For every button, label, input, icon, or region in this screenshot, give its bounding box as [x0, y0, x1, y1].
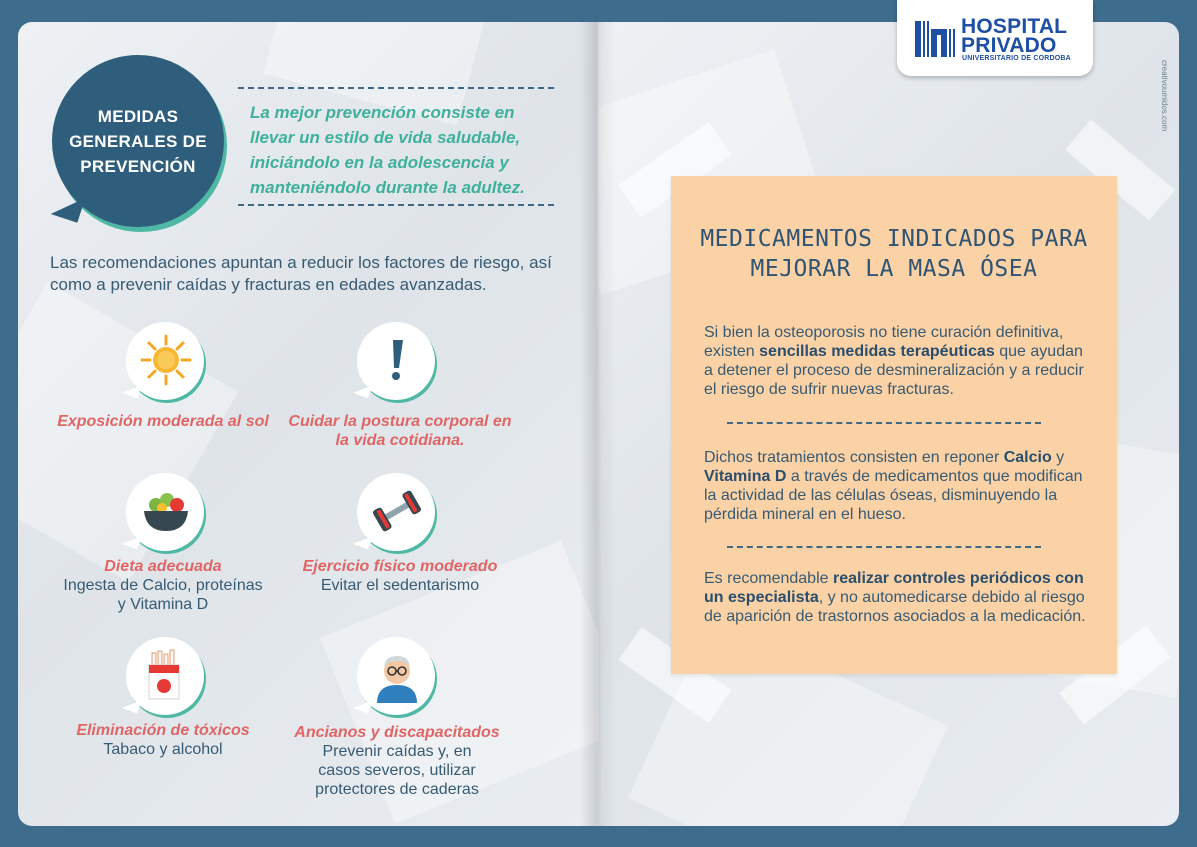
- lead-text: Las recomendaciones apuntan a reducir los factores de riesgo, así como a prevenir caídas y fracturas en edades avanzadas.: [50, 253, 552, 294]
- toxics-bubble: [126, 637, 204, 715]
- designer-credit: creativoumidos.com: [1160, 60, 1169, 132]
- logo-line1: HOSPITAL: [961, 15, 1068, 38]
- item-title: Ejercicio físico moderado: [302, 558, 498, 575]
- exercise-bubble: [357, 473, 435, 551]
- note-paragraph-2: Dichos tratamientos consisten en reponer Calcio y Vitamina D a través de medicamentos que modifican la actividad de las células óseas, disminuyendo la pérdida mineral en el hueso.: [704, 449, 1083, 523]
- dumbbell-icon: [369, 483, 425, 539]
- posture-bubble: [357, 322, 435, 400]
- item-desc: Prevenir caídas y, en casos severos, utilizar protectores de caderas: [315, 743, 479, 798]
- item-title: Cuidar la postura corporal en la vida cotidiana.: [288, 413, 512, 449]
- exclamation-icon: [369, 332, 425, 388]
- item-sun-exposure: [43, 412, 283, 431]
- item-title: Ancianos y discapacitados: [294, 724, 500, 741]
- note-divider-1: [727, 422, 1041, 424]
- hospital-logo: [897, 0, 1093, 76]
- medication-note: [671, 176, 1117, 674]
- logo-line2: PRIVADO: [961, 34, 1057, 57]
- diet-bubble: [126, 473, 204, 551]
- intro-text: La mejor prevención consiste en llevar un estilo de vida saludable, iniciándolo en la adolescencia y manteniéndolo durante la adultez.: [250, 103, 525, 197]
- salad-bowl-icon: [138, 483, 194, 539]
- item-desc: Ingesta de Calcio, proteínas y Vitamina D: [63, 577, 263, 613]
- item-exercise: [280, 557, 520, 595]
- cigarettes-icon: [138, 647, 194, 703]
- sun-bubble: [126, 322, 204, 400]
- sun-icon: [138, 332, 194, 388]
- item-desc: Tabaco y alcohol: [103, 741, 223, 758]
- intro-top-divider: [238, 87, 554, 89]
- note-divider-2: [727, 546, 1041, 548]
- item-title: Exposición moderada al sol: [57, 413, 269, 430]
- item-title: Dieta adecuada: [104, 558, 222, 575]
- item-diet: [43, 557, 283, 614]
- hp-logo-icon: [915, 19, 957, 59]
- elderly-bubble: [357, 637, 435, 715]
- item-posture: [280, 412, 520, 450]
- note-paragraph-3: Es recomendable realizar controles periódicos con un especialista, y no automedicarse debido al riesgo de aparición de trastornos asociados a la medicación.: [704, 570, 1086, 625]
- page-title: MEDIDAS GENERALES DE PREVENCIÓN: [69, 106, 207, 176]
- item-desc: Evitar el sedentarismo: [320, 577, 480, 594]
- elderly-person-icon: [369, 647, 425, 703]
- note-paragraph-1: Si bien la osteoporosis no tiene curación definitiva, existen sencillas medidas terapéuticas que ayudan a detener el proceso de desmineralización y a reducir el riesgo de sufrir nuevas fracturas.: [704, 324, 1084, 398]
- intro-bottom-divider: [238, 204, 554, 206]
- logo-line3: UNIVERSITARIO DE CORDOBA: [962, 55, 1071, 62]
- title-bubble: [52, 55, 224, 227]
- item-toxics: [43, 721, 283, 759]
- item-elderly: [277, 723, 517, 799]
- note-title: MEDICAMENTOS INDICADOS PARA MEJORAR LA MASA ÓSEA: [700, 226, 1088, 282]
- item-title: Eliminación de tóxicos: [76, 722, 250, 739]
